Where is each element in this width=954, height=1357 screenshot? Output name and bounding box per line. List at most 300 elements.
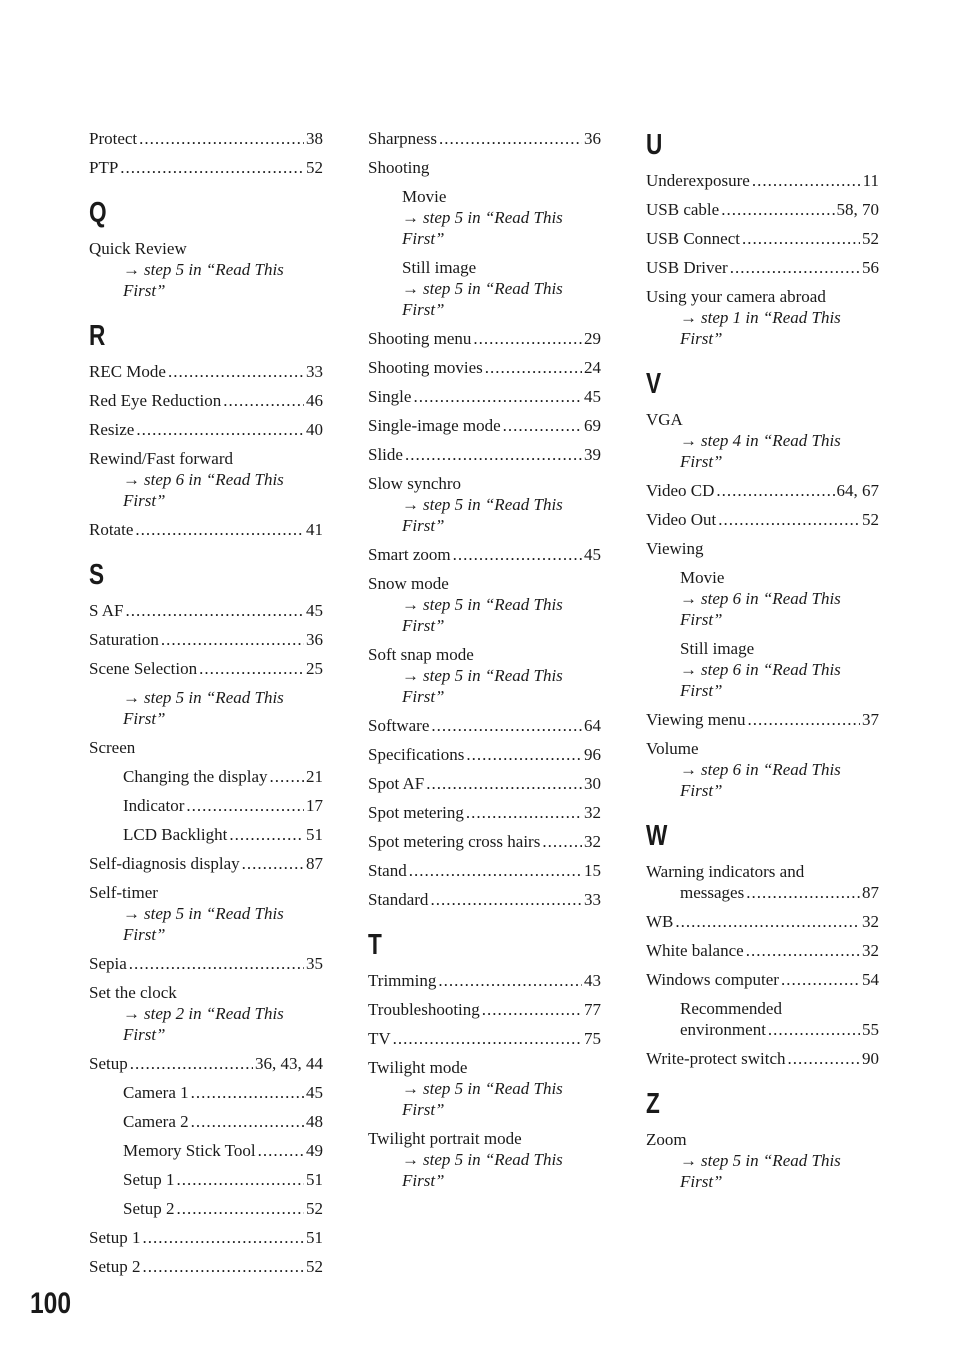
index-entry-line (89, 600, 323, 621)
index-term: Volume (646, 739, 699, 758)
cross-reference (646, 451, 879, 472)
cross-reference (368, 278, 601, 299)
cross-reference-text: First” (402, 1100, 445, 1119)
dot-leader (258, 1140, 304, 1161)
cross-reference-text: First” (123, 281, 166, 300)
page-reference: 55 (862, 1020, 879, 1039)
index-entry (89, 687, 323, 729)
page-reference: 25 (306, 659, 323, 678)
index-term: S AF (89, 601, 124, 620)
page-reference: 51 (306, 1228, 323, 1247)
cross-reference (368, 594, 601, 615)
page-reference: 36 (306, 630, 323, 649)
cross-reference (89, 490, 323, 511)
index-subentry (89, 1198, 323, 1219)
cross-reference (646, 1171, 879, 1192)
cross-reference (368, 1078, 601, 1099)
dot-leader (135, 519, 304, 540)
index-entry-line (89, 853, 323, 874)
page-reference: 40 (306, 420, 323, 439)
page-reference: 75 (584, 1029, 601, 1048)
index-term: Slow synchro (368, 474, 462, 493)
cross-reference (89, 1024, 323, 1045)
index-term: Spot metering cross hairs (368, 832, 541, 851)
page-reference: 51 (306, 825, 323, 844)
cross-reference (646, 430, 879, 451)
section-letter: V (646, 368, 662, 400)
index-entry (646, 940, 879, 961)
index-term: Video CD (646, 481, 715, 500)
index-entry-line (89, 1256, 323, 1277)
index-entry-line (89, 658, 323, 679)
index-entry (368, 644, 601, 707)
index-entry (89, 658, 323, 679)
cross-reference (368, 515, 601, 536)
index-entry-line (89, 1169, 323, 1190)
index-term: Still image (402, 258, 477, 277)
cross-reference-text: step 6 in “Read This (701, 589, 841, 608)
page-reference: 11 (862, 171, 879, 190)
index-entry-line (646, 911, 879, 932)
index-entry (646, 257, 879, 278)
cross-reference-text: step 6 in “Read This (701, 660, 841, 679)
cross-reference (89, 469, 323, 490)
page-reference: 41 (306, 520, 323, 539)
section-letter: T (368, 929, 382, 961)
index-entry-line (89, 1140, 323, 1161)
cross-reference-text: step 5 in “Read This (423, 1150, 563, 1169)
cross-reference (646, 1150, 879, 1171)
index-term: Windows computer (646, 970, 779, 989)
cross-reference (646, 659, 879, 680)
right-arrow-icon: → (680, 431, 697, 450)
dot-leader (191, 1111, 304, 1132)
right-arrow-icon: → (402, 666, 419, 685)
cross-reference-text: step 5 in “Read This (423, 279, 563, 298)
index-term: Smart zoom (368, 545, 451, 564)
page-reference: 32 (584, 832, 601, 851)
page-reference: 29 (584, 329, 601, 348)
index-entry (368, 544, 601, 565)
index-entry (89, 953, 323, 974)
page-reference: 52 (862, 510, 879, 529)
index-subentry (89, 795, 323, 816)
index-entry-line (368, 544, 601, 565)
dot-leader (503, 415, 582, 436)
index-entry (368, 715, 601, 736)
dot-leader (742, 228, 860, 249)
index-entry (89, 390, 323, 411)
index-entry-line (368, 715, 601, 736)
page-reference: 77 (584, 1000, 601, 1019)
dot-leader (242, 853, 304, 874)
index-term: Spot AF (368, 774, 425, 793)
index-entry-line (646, 170, 879, 191)
dot-leader (746, 940, 860, 961)
index-entry-line (646, 709, 879, 730)
index-entry (368, 1028, 601, 1049)
dot-leader (191, 1082, 304, 1103)
index-subentry (89, 1140, 323, 1161)
cross-reference (646, 780, 879, 801)
index-entry-line (89, 1053, 323, 1074)
index-term: Sepia (89, 954, 127, 973)
index-subentry (368, 186, 601, 249)
index-subentry (89, 1169, 323, 1190)
index-term: Camera 1 (123, 1083, 189, 1102)
cross-reference-text: step 6 in “Read This (144, 470, 284, 489)
right-arrow-icon: → (680, 660, 697, 679)
index-entry-line (646, 480, 879, 501)
page-reference: 58, 70 (836, 200, 879, 219)
page-reference: 45 (306, 1083, 323, 1102)
cross-reference (89, 708, 323, 729)
page-reference: 36, 43, 44 (255, 1054, 323, 1073)
dot-leader (161, 629, 304, 650)
dot-leader (438, 970, 582, 991)
index-entry (646, 409, 879, 472)
index-entry-line (368, 860, 601, 881)
page-reference: 56 (862, 258, 879, 277)
index-entry-line (646, 882, 879, 903)
index-entry (368, 328, 601, 349)
right-arrow-icon: → (680, 308, 697, 327)
index-term: Movie (680, 568, 725, 587)
cross-reference (368, 228, 601, 249)
index-entry-line (368, 889, 601, 910)
dot-leader (120, 157, 304, 178)
right-arrow-icon: → (123, 688, 140, 707)
index-entry (646, 738, 879, 801)
index-term: Stand (368, 861, 407, 880)
index-term: Video Out (646, 510, 717, 529)
cross-reference-text: step 5 in “Read This (423, 495, 563, 514)
index-term: USB cable (646, 200, 720, 219)
cross-reference-text: step 4 in “Read This (701, 431, 841, 450)
index-entry (368, 473, 601, 536)
dot-leader (718, 509, 860, 530)
section-letter: U (646, 129, 663, 161)
index-term: Still image (680, 639, 755, 658)
index-term: Setup 1 (89, 1228, 141, 1247)
page-reference: 52 (306, 1257, 323, 1276)
page-reference: 21 (306, 767, 323, 786)
dot-leader (675, 911, 860, 932)
dot-leader (130, 1053, 253, 1074)
cross-reference (368, 615, 601, 636)
index-entry (368, 157, 601, 178)
dot-leader (409, 860, 582, 881)
right-arrow-icon: → (123, 470, 140, 489)
page-reference: 37 (862, 710, 879, 729)
cross-reference (89, 280, 323, 301)
index-term: REC Mode (89, 362, 166, 381)
index-subentry (646, 998, 879, 1040)
index-term: Quick Review (89, 239, 187, 258)
index-term: Self-diagnosis display (89, 854, 240, 873)
page-reference: 64, 67 (836, 481, 879, 500)
index-entry (89, 737, 323, 758)
index-term: Setup 1 (123, 1170, 175, 1189)
cross-reference (89, 903, 323, 924)
page-reference: 39 (584, 445, 601, 464)
cross-reference-text: First” (123, 925, 166, 944)
index-column-3 (646, 128, 879, 1200)
index-entry-line (646, 199, 879, 220)
index-entry (368, 444, 601, 465)
dot-leader (752, 170, 861, 191)
index-entry-line (89, 519, 323, 540)
page-reference: 32 (862, 912, 879, 931)
index-subentry (646, 567, 879, 630)
index-entry (368, 357, 601, 378)
dot-leader (413, 386, 582, 407)
index-entry (646, 509, 879, 530)
dot-leader (223, 390, 304, 411)
page-reference: 33 (584, 890, 601, 909)
page-reference: 90 (862, 1049, 879, 1068)
index-entry-line (646, 1019, 879, 1040)
cross-reference-text: First” (123, 491, 166, 510)
index-term: Rewind/Fast forward (89, 449, 234, 468)
index-term: Soft snap mode (368, 645, 474, 664)
index-term: White balance (646, 941, 744, 960)
cross-reference (368, 207, 601, 228)
index-entry (646, 969, 879, 990)
page-reference: 49 (306, 1141, 323, 1160)
index-term: Twilight mode (368, 1058, 468, 1077)
right-arrow-icon: → (402, 279, 419, 298)
index-entry-line (89, 795, 323, 816)
dot-leader (482, 999, 582, 1020)
cross-reference-text: First” (680, 681, 723, 700)
dot-leader (716, 480, 834, 501)
dot-leader (746, 882, 860, 903)
index-entry-line (89, 1227, 323, 1248)
right-arrow-icon: → (402, 495, 419, 514)
index-entry (368, 773, 601, 794)
index-entry (368, 860, 601, 881)
index-term: Standard (368, 890, 429, 909)
index-term: USB Connect (646, 229, 740, 248)
index-term: Trimming (368, 971, 437, 990)
index-term: Rotate (89, 520, 134, 539)
cross-reference (368, 1149, 601, 1170)
index-entry-line (89, 1082, 323, 1103)
page-reference: 32 (862, 941, 879, 960)
right-arrow-icon: → (123, 904, 140, 923)
page-reference: 52 (306, 158, 323, 177)
index-entry-line (368, 802, 601, 823)
dot-leader (473, 328, 582, 349)
index-term: Viewing (646, 539, 704, 558)
index-term: Software (368, 716, 430, 735)
cross-reference (368, 1099, 601, 1120)
index-term: Setup 2 (123, 1199, 175, 1218)
page-reference: 33 (306, 362, 323, 381)
page-reference: 45 (584, 387, 601, 406)
index-term: Changing the display (123, 767, 268, 786)
index-entry (646, 861, 879, 903)
index-term: Indicator (123, 796, 185, 815)
index-term: Write-protect switch (646, 1049, 786, 1068)
index-term: Twilight portrait mode (368, 1129, 522, 1148)
dot-leader (768, 1019, 860, 1040)
cross-reference-text: First” (402, 616, 445, 635)
page-reference: 35 (306, 954, 323, 973)
section-letter: Q (89, 197, 107, 229)
index-term: Screen (89, 738, 136, 757)
index-term: Using your camera abroad (646, 287, 826, 306)
index-entry (89, 882, 323, 945)
index-entry (646, 911, 879, 932)
section-letter: S (89, 559, 105, 591)
index-entry-line (89, 157, 323, 178)
index-entry-line (368, 328, 601, 349)
cross-reference-text: First” (680, 781, 723, 800)
index-subentry (89, 766, 323, 787)
index-term: Scene Selection (89, 659, 198, 678)
index-entry-line (646, 228, 879, 249)
index-term: Single-image mode (368, 416, 501, 435)
index-entry-line (646, 257, 879, 278)
index-term: VGA (646, 410, 683, 429)
index-entry-line (368, 128, 601, 149)
index-subentry (89, 1082, 323, 1103)
index-entry (646, 199, 879, 220)
index-entry (89, 128, 323, 149)
cross-reference-text: step 5 in “Read This (144, 688, 284, 707)
dot-leader (781, 969, 860, 990)
index-term: Movie (402, 187, 447, 206)
index-term: Slide (368, 445, 403, 464)
cross-reference (368, 494, 601, 515)
index-entry-line (89, 1111, 323, 1132)
index-entry (89, 238, 323, 301)
cross-reference-text: First” (680, 1172, 723, 1191)
cross-reference (89, 924, 323, 945)
cross-reference-text: step 5 in “Read This (701, 1151, 841, 1170)
page-reference: 43 (584, 971, 601, 990)
index-entry-line (368, 831, 601, 852)
index-entry (89, 600, 323, 621)
index-term: Sharpness (368, 129, 437, 148)
dot-leader (405, 444, 582, 465)
page-reference: 45 (306, 601, 323, 620)
index-column-1 (89, 128, 323, 1285)
index-term: Snow mode (368, 574, 449, 593)
index-entry (646, 286, 879, 349)
index-term: Saturation (89, 630, 159, 649)
index-entry-line (89, 766, 323, 787)
page-reference: 69 (584, 416, 601, 435)
page-number: 100 (30, 1287, 72, 1320)
dot-leader (788, 1048, 860, 1069)
index-entry-line (89, 128, 323, 149)
page-reference: 46 (306, 391, 323, 410)
cross-reference-text: step 5 in “Read This (423, 208, 563, 227)
cross-reference-text: First” (402, 300, 445, 319)
index-entry-line (89, 361, 323, 382)
page-reference: 48 (306, 1112, 323, 1131)
index-entry (368, 573, 601, 636)
page-reference: 51 (306, 1170, 323, 1189)
index-entry (368, 802, 601, 823)
index-term: Troubleshooting (368, 1000, 480, 1019)
index-entry (89, 157, 323, 178)
index-entry (646, 480, 879, 501)
page-reference: 87 (862, 883, 879, 902)
cross-reference (368, 1170, 601, 1191)
page-reference: 54 (862, 970, 879, 989)
index-entry (89, 1053, 323, 1074)
dot-leader (430, 889, 582, 910)
dot-leader (466, 802, 582, 823)
index-entry-line (646, 940, 879, 961)
dot-leader (393, 1028, 582, 1049)
index-term: Viewing menu (646, 710, 746, 729)
index-entry (89, 1227, 323, 1248)
page-reference: 38 (306, 129, 323, 148)
page-reference: 17 (306, 796, 323, 815)
dot-leader (426, 773, 582, 794)
cross-reference (368, 665, 601, 686)
dot-leader (485, 357, 582, 378)
dot-leader (168, 361, 304, 382)
page-reference: 36 (584, 129, 601, 148)
section-letter: W (646, 820, 668, 852)
index-entry-line (89, 419, 323, 440)
cross-reference-text: step 5 in “Read This (144, 904, 284, 923)
dot-leader (136, 419, 304, 440)
index-term: Recommended (680, 999, 782, 1018)
index-entry (646, 170, 879, 191)
index-subentry (646, 638, 879, 701)
right-arrow-icon: → (123, 260, 140, 279)
index-entry-line (368, 744, 601, 765)
dot-leader (176, 1169, 304, 1190)
cross-reference-text: First” (402, 516, 445, 535)
page-reference: 15 (584, 861, 601, 880)
section-letter: R (89, 320, 106, 352)
cross-reference-text: First” (680, 452, 723, 471)
index-entry (368, 999, 601, 1020)
dot-leader (431, 715, 582, 736)
index-term: environment (680, 1020, 766, 1039)
index-entry-line (368, 444, 601, 465)
cross-reference (368, 686, 601, 707)
index-term: Underexposure (646, 171, 750, 190)
dot-leader (721, 199, 834, 220)
index-term: Shooting (368, 158, 430, 177)
index-term: Specifications (368, 745, 465, 764)
index-term: Resize (89, 420, 135, 439)
index-entry (646, 709, 879, 730)
cross-reference (89, 1003, 323, 1024)
right-arrow-icon: → (680, 589, 697, 608)
dot-leader (199, 658, 304, 679)
index-entry (89, 629, 323, 650)
cross-reference (646, 609, 879, 630)
index-entry-line (368, 999, 601, 1020)
right-arrow-icon: → (123, 1004, 140, 1023)
cross-reference-text: step 5 in “Read This (144, 260, 284, 279)
cross-reference-text: step 2 in “Read This (144, 1004, 284, 1023)
index-entry-line (89, 824, 323, 845)
dot-leader (453, 544, 582, 565)
index-entry-line (89, 390, 323, 411)
index-term: Single (368, 387, 412, 406)
